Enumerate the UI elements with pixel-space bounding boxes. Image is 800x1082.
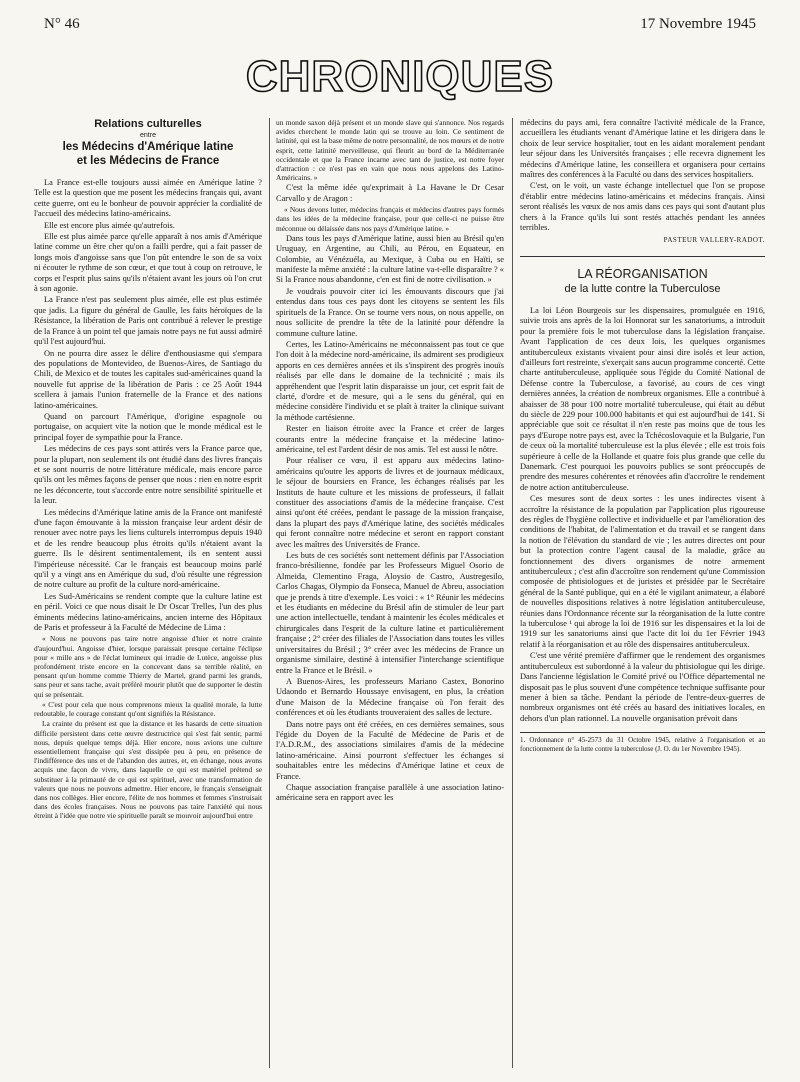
paragraph: Rester en liaison étroite avec la France et créer de larges courants entre la médecine française et la médecine latino-américaine, tel est l'ardent désir de nos amis. Tel est aussi le nôtre. (276, 424, 504, 454)
paragraph: C'est, on le voit, un vaste échange intellectuel que l'on se propose d'établir entre médecins latino-américains et médecins français. Ainsi seront réalisés les vœux de nos amis dans ces pays qui sont d'autant plus chers à la France qu'ils lui sont restés attachés pendant les années terribles. (520, 181, 765, 233)
paragraph: Quand on parcourt l'Amérique, d'origine espagnole ou portugaise, on acquiert vite la notion que le monde médical est le principal foyer de sympathie pour la France. (34, 411, 262, 442)
paragraph: Les médecins de ces pays sont attirés vers la France parce que, pour la plupart, non seulement ils ont étudié dans des livres français et se sont nourris de notre littérature médicale, mais encore parce qu'ils ont les mêmes façons de penser que nous : rien en notre esprit ne les déconcerte, tout s'accorde entre notre sensibilité spirituelle et la leur. (34, 444, 262, 506)
paragraph: Chaque association française parallèle à une association latino-américaine sera en rapport avec les (276, 782, 504, 803)
title2-line-1: LA RÉORGANISATION (577, 266, 708, 281)
quote-paragraph: « C'est pour cela que nous comprenons mieux la qualité morale, la lutte redoutable, le courage constant qu'ont signifiés la Résistance. (34, 699, 262, 719)
masthead-title: CHRONIQUES (245, 52, 555, 101)
paragraph: La France est-elle toujours aussi aimée en Amérique latine ? Telle est la question que me posent les médecins français qui, avant cette guerre, ont eu le bonheur de pouvoir apprécier la cordialité de l'accueil des médecins latino-américains. (34, 178, 262, 219)
title-line-3: les Médecins d'Amérique latine (62, 141, 234, 153)
quote-paragraph: un monde saxon déjà présent et un monde slave qui s'annonce. Nos regards avides cherchent le monde latin qui se trouve au loin. Ce sentiment de latinité, qui est la base même de notre personnalité, de nos mœurs et de notre esprit, cette latinité merveilleuse, qui fleurit au bord de la Méditerranée occidentale et que la France incarne avec tant de justice, est notre foyer d'attraction : ce n'est pas en vain que nous nous appelons des Latino-Américains. » (276, 118, 504, 183)
paragraph: C'est une vérité première d'affirmer que le rendement des organismes antituberculeux est subordonné à la valeur du phtisiologue qui les dirige. Dans l'ancienne législation le Comité privé ou l'Office départemental ne disposait pas le plus souvent d'une compétence technique suffisante pour mener à bien sa tâche. Pendant la période de l'entre-deux-guerres de nombreux organismes ont été créés au hasard des initiatives locales, en dehors d'un plan rationnel. La nouvelle organisation prévoit dans (520, 651, 765, 723)
author-signature: PASTEUR VALLERY-RADOT. (663, 236, 765, 245)
title-line-1: Relations culturelles (94, 118, 202, 130)
paragraph: Les médecins d'Amérique latine amis de la France ont manifesté d'une façon émouvante à la mission française leur ardent désir de renouer avec notre pays les liens culturels interrompus depuis 1940 et de les rendre beaucoup plus étroits qu'ils n'étaient avant la guerre. Ils le désirent sentimentalement, ils en sentent aussi l'impérieuse nécessité. Car le français est beaucoup moins parlé qu'il y a vingt ans en Amérique du sud, d'où résulte une régression de notre culture au profit de la culture nord-américaine. (34, 507, 262, 590)
paragraph: Elle est plus aimée parce qu'elle apparaît à nos amis d'Amérique latine comme un être cher qu'on a failli perdre, qui a fait passer de longs mois d'angoisse sans que l'on pût entendre le son de sa voix ni écouter le rythme de son cœur, et que tout à coup on retrouve, le corps et l'esprit plus sains qu'ils n'étaient avant les jours où l'on crut à son agonie. (34, 232, 262, 294)
article-title (34, 118, 262, 168)
paragraph: Les buts de ces sociétés sont nettement définis par l'Association franco-brésilienne, fondée par les Professeurs Miguel Osorio de Almeida, Clementino Fraga, Aloysio de Castro, Austregesilo, Carlos Chagas, Olympio da Fonseca, Manuel de Abreu, association que je prends à titre d'exemple. Les voici : « 1° Réunir les médecins et les étudiants en médecine du Brésil afin de stimuler de leur part une action intellectuelle, tendant à maintenir les écoles médicales et chirurgicales dans l'esprit de la culture latine et particulièrement française ; 2° créer des filiales de l'Association dans toutes les villes universitaires du Brésil ; 3° créer avec les médecins de France un organisme similaire, destiné à intensifier l'interchange scientifique entre la France et le Brésil. » (276, 551, 504, 675)
paragraph: On ne pourra dire assez le délire d'enthousiasme qui s'empara des populations de Montevideo, de Buenos-Aires, de Santiago du Chili, de Mexico et de toutes les capitales sud-américaines quand la nouvelle fut apprise de la libération de Paris : ce 25 Août 1944 scellera à jamais l'union fraternelle de la France et des nations latino-américaines. (34, 348, 262, 410)
title2-line-2: de la lutte contre la Tuberculose (564, 282, 721, 295)
paragraph: Dans tous les pays d'Amérique latine, aussi bien au Brésil qu'en Uruguay, en Argentine, au Chili, au Pérou, en Equateur, en Colombie, au Vénézuéla, au Mexique, à Cuba ou en Haïti, se manifeste la même anxiété : la culture latine va-t-elle disparaître ? « Si la France nous abandonne, c'en est fini de notre civilisation. » (276, 233, 504, 285)
paragraph: A Buenos-Aires, les professeurs Mariano Castex, Bonorino Udaondo et Bernardo Houssaye envisagent, en plus, la création d'une Maison de la Médecine française où l'on ferait des conférences et où les étudiants trouveraient des salles de lecture. (276, 676, 504, 718)
column-2 (276, 118, 504, 1068)
issue-date: 17 Novembre 1945 (640, 16, 756, 32)
page-header (44, 16, 756, 40)
column-1 (34, 118, 262, 1068)
paragraph: C'est la même idée qu'exprimait à La Havane le Dr Cesar Carvallo y de Aragon : (276, 183, 504, 203)
paragraph: Les Sud-Américains se rendent compte que la culture latine est en péril. Voici ce que nous disait le Dr Oscar Trelles, l'un des plus éminents médecins latino-américains, ancien interne des Hôpitaux de Paris et professeur à la Faculté de Médecine de Lima : (34, 591, 262, 633)
quote-paragraph: La crainte du présent est que la distance et les hasards de cette situation difficile persistent dans cette œuvre destructrice qui s'est fait sentir, parmi nous, depuis quelque temps déjà. Hier encore, nous avions une culture essentiellement française qui s'est dissipée peu à peu, en présence de l'indifférence des uns et de l'abandon des autres, et, en échange, nous avons acquis une façon de vivre, dans laquelle ce qui est matériel prétend se substituer à la primauté de ce qui est spirituel, avec une transformation de valeurs que nous ne pouvons admettre. Hier encore, le français s'enseignait dans nos collèges. Hier encore, l'élite de nos hommes et femmes s'instruisait dans des écoles françaises. Nous ne pouvons pas taire l'anxiété qui nous étreint à l'idée que notre vie spirituelle paraît se mouvoir aujourd'hui entre (34, 719, 262, 821)
footnote: 1. Ordonnance n° 45-2573 du 31 Octobre 1945, relative à l'organisation et au fonctionnement de la lutte contre la tuberculose (J. O. du 1er Novembre 1945). (520, 732, 765, 753)
quote-paragraph: « Nous ne pouvons pas taire notre angoisse d'hier et notre crainte d'aujourd'hui. Angoisse d'hier, lorsque paraissait presque certaine l'éclipse pour « mille ans » de l'éclat lumineux qui irradie de Lutèce, angoisse plus profondément triste encore en la concevant dans sa terrible réalité, en pensant qu'un homme comme Thierry de Martel, grand parmi les grands, sans peur et sans tache, avait préféré mourir plutôt que de supporter le destin qui se présentait. (34, 634, 262, 699)
paragraph: Je voudrais pouvoir citer ici les émouvants discours que j'ai entendus dans tous ces pays dont les citoyens se sentent les fils spirituels de la France. On se tourne vers nous, on nous appelle, on nous sollicite de prendre la tête de la latinité pour défendre la commune culture latine. (276, 286, 504, 338)
title-line-2: entre (140, 132, 156, 139)
section-rule (520, 256, 765, 257)
quote-paragraph: « Nous devons lutter, médecins français et médecins d'autres pays formés dans les idées de la médecine française, pour que celle-ci ne puisse être méconnue ou délaissée dans nos pays d'Amérique latine. » (276, 205, 504, 233)
issue-number: N° 46 (44, 16, 80, 32)
paragraph: médecins du pays ami, fera connaître l'activité médicale de la France, accueillera les étudiants venant d'Amérique latine et les dirigera dans le choix de leur service hospitalier, tout en les aidant moralement pendant leur séjour dans les Universités françaises ; elle recevra dignement les médecins d'Amérique latine, les conseillera et organisera pour certains maîtres des conférences à la Faculté ou dans des services hospitaliers. (520, 118, 765, 180)
paragraph: Certes, les Latino-Américains ne méconnaissent pas tout ce que l'on doit à la médecine nord-américaine, ils admirent ses prodigieux apports en ces dernières années et ils s'inspirent des progrès inouïs réalisés par elle dans le domaine de la technicité ; mais ils appréhendent que l'esprit latin disparaisse un jour, cet esprit fait de clarté, d'ordre et de mesure, qui a le sens du général, qui en médecine considère l'individu et se plaît à traiter la clinique suivant la méthode cartésienne. (276, 339, 504, 422)
article-title-2 (520, 267, 765, 296)
paragraph: La loi Léon Bourgeois sur les dispensaires, promulguée en 1916, suivie trois ans après de la loi Honnorat sur les sanatoriums, a introduit pour la première fois le mot tuberculose dans la législation française. Avant l'application de ces deux lois, les quelques organismes antituberculeux existants vivaient pour ainsi dire isolés et leur action, d'ailleurs fort restreinte, s'exerçait sans aucun programme concerté. Cette charte antituberculeuse, appliquée sous l'égide du Comité National de Défense contre la Tuberculose, a favorisé, au cours de ces vingt dernières années, la création de nombreux organismes. Elle a contribué à abaisser de 38 pour 100 notre mortalité tuberculeuse, qui était au début du siècle de 229 pour 100.000 habitants et qui est aujourd'hui de 141. Si appréciable que soit ce résultat il n'en reste pas moins que de tous les pays d'Europe notre pays est, avec la Tchécoslovaquie et la Bulgarie, l'un de ceux où la mortalité tuberculeuse est la plus élevée ; elle est trois fois supérieure à celle de la Hollande et quatre fois plus grande que celle du Danemark. C'est pourquoi les pouvoirs publics se sont préoccupés de prendre des mesures cohérentes et rénovées afin d'accroître le rendement de notre action antituberculeuse. (520, 305, 765, 492)
title-line-4: et les Médecins de France (76, 155, 220, 167)
paragraph: Elle est encore plus aimée qu'autrefois. (44, 220, 175, 230)
column-divider (269, 118, 270, 1068)
paragraph: La France n'est pas seulement plus aimée, elle est plus estimée que jadis. La figure du général de Gaulle, les faits héroïques de la Résistance, la libération de Paris ont contribué à relever le prestige de la France à un point tel que jamais notre pays ne fut aussi admiré qu'il l'est aujourd'hui. (34, 295, 262, 347)
column-divider (512, 118, 513, 1068)
paragraph: Pour réaliser ce vœu, il est apparu aux médecins latino-américains qu'outre les apports de livres et de journaux médicaux, le séjour de boursiers en France, les échanges réalisés par les Instituts de haute culture et les missions de professeurs, il fallait constituer des associations d'amis de la médecine française. C'est ainsi qu'ont été créées, pendant le passage de la mission française, dans la plupart des pays d'Amérique latine, des sociétés médicales qui feront connaître notre médecine et seront en rapport constant avec les maîtres des Universités de France. (276, 456, 504, 549)
paragraph: Dans notre pays ont été créées, en ces dernières semaines, sous l'égide du Doyen de la Faculté de Médecine de Paris et de l'A.D.R.M., des associations similaires d'amis de la médecine latino-américaine. Ainsi pourront s'effectuer les échanges si souhaitables entre les médecins d'Amérique latine et ceux de France. (276, 719, 504, 781)
paragraph: Ces mesures sont de deux sortes : les unes indirectes visent à accroître la résistance de la population par l'application plus rigoureuse des règles de l'hygiène collective et individuelle et par l'amélioration des conditions de l'habitat, de l'alimentation et du travail et se rangent dans la notion de l'élévation du standard de vie ; les autres directes ont pour but la protection contre l'agent causal de la maladie, grâce au fonctionnement des divers organismes de notre armement antituberculeux ; c'est afin d'accroître son rendement qu'une Commission composée de phtisiologues et de juristes et présidée par le Secrétaire général de la Santé publique, qui en a été le vigilant animateur, a élaboré de nouvelles dispositions relatives à notre législation antituberculeuse, réunies dans l'Ordonnance récente sur la réorganisation de la lutte contre la tuberculose ¹ qui abroge la loi de 1916 sur les dispensaires et la loi de 1919 sur les sanatoriums ainsi que l'acte dit loi du 1er Février 1943 relatif à la réorganisation et au rôle des dispensaires antituberculeux. (520, 494, 765, 649)
column-3 (520, 118, 765, 1068)
